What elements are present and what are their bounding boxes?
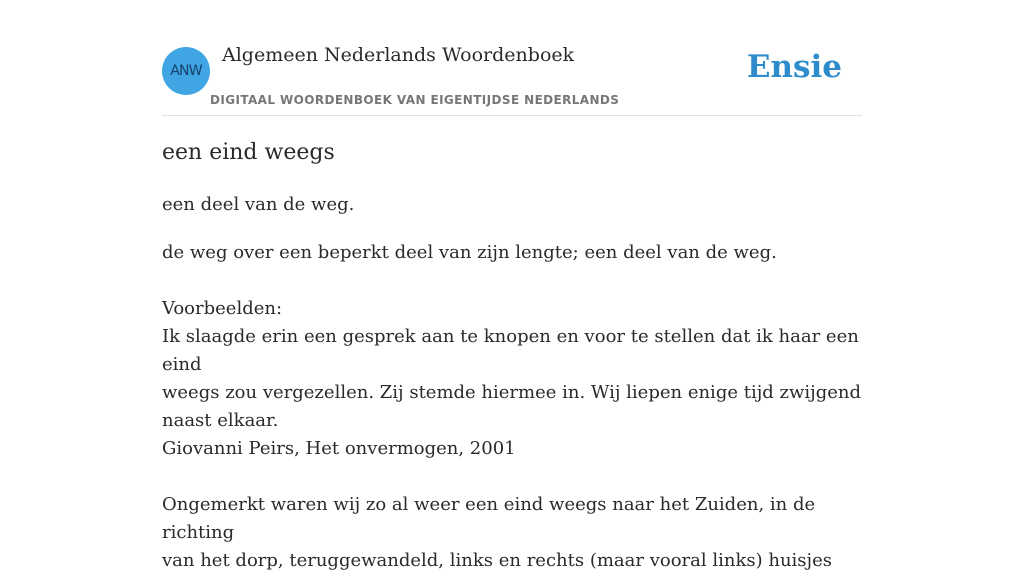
page [162,0,862,571]
dictionary-title[interactable]: Algemeen Nederlands Woordenboek [222,44,575,66]
example-text-line: weegs zou vergezellen. Zij stemde hiermee in. Wij liepen enige tijd zwijgend [162,382,862,403]
example-text-line: Ik slaagde erin een gesprek aan te knopen en voor te stellen dat ik haar een eind [162,326,859,375]
example-text-line: Ongemerkt waren wij zo al weer een eind weegs naar het Zuiden, in de richting [162,494,816,543]
example-source: Giovanni Peirs, Het onvermogen, 2001 [162,438,516,459]
example-text-line: naast elkaar. [162,410,279,431]
examples-label: Voorbeelden: [162,298,283,319]
spacer [162,267,862,295]
example-text-line: van het dorp, teruggewandeld, links en rechts (maar vooral links) huisjes [162,550,832,571]
entry-term: een eind weegs [162,140,335,165]
spacer [162,463,862,491]
site-header [162,0,862,116]
entry-content [162,239,862,575]
anw-logo[interactable]: ANW [162,47,210,95]
full-definition: de weg over een beperkt deel van zijn lengte; een deel van de weg. [162,242,777,263]
dictionary-subtitle: DIGITAAL WOORDENBOEK VAN EIGENTIJDSE NEDERLANDS [210,93,620,107]
short-definition: een deel van de weg. [162,194,355,215]
ensie-logo[interactable]: Ensie [746,49,842,85]
